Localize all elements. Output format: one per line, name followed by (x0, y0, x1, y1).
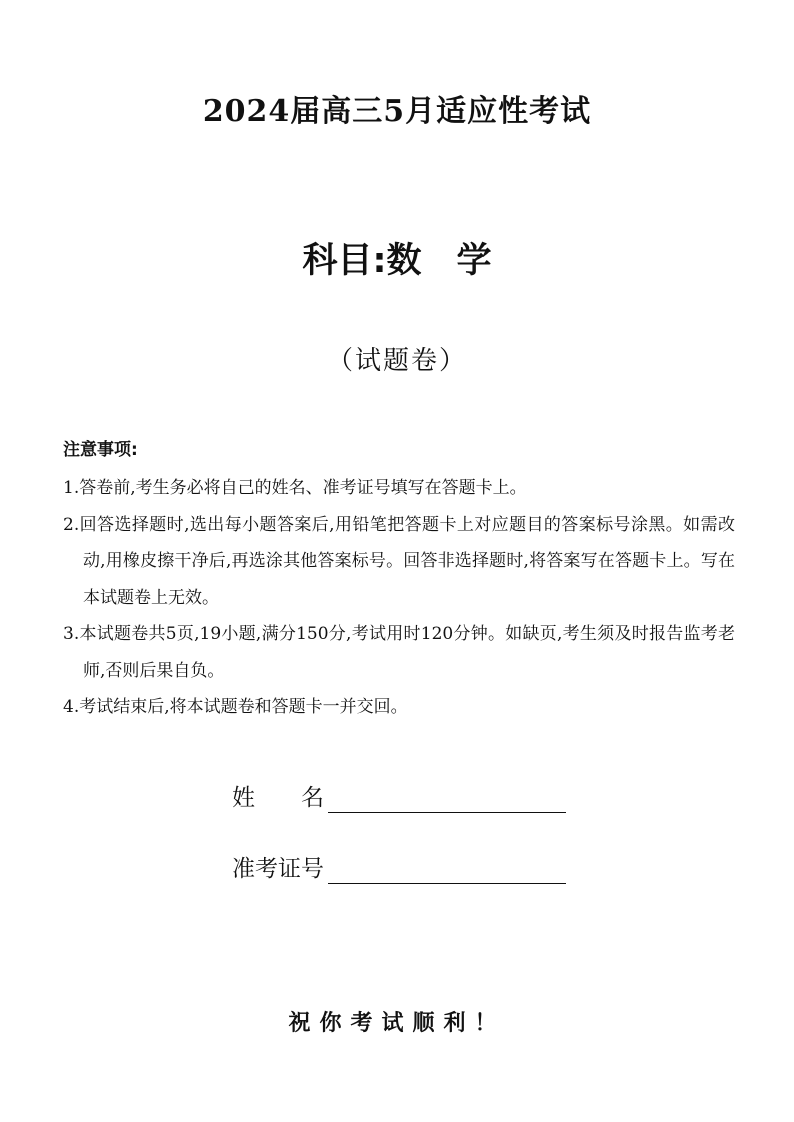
exam-id-underline (328, 883, 566, 884)
notice-item: 3.本试题卷共5页,19小题,满分150分,考试用时120分钟。如缺页,考生须及时报告监考老师,否则后果自负。 (63, 624, 735, 681)
notice-heading: 注意事项: (63, 440, 138, 460)
exam-id-label: 准考证号 (232, 856, 324, 882)
subject-heading: 科目:数 学 (302, 241, 492, 281)
paper-type-label: （试题卷） (326, 346, 467, 376)
notice-item: 1.答卷前,考生务必将自己的姓名、准考证号填写在答题卡上。 (63, 478, 527, 498)
notice-item: 4.考试结束后,将本试题卷和答题卡一并交回。 (63, 697, 408, 717)
name-underline (328, 812, 566, 813)
name-label: 姓 名 (232, 785, 324, 811)
good-luck-message: 祝你考试顺利！ (288, 1010, 506, 1036)
notice-item: 2.回答选择题时,选出每小题答案后,用铅笔把答题卡上对应题目的答案标号涂黑。如需改动,用橡皮擦干净后,再选涂其他答案标号。回答非选择题时,将答案写在答题卡上。写在本试题卷上无效。 (63, 514, 735, 608)
notice-list (63, 470, 735, 726)
exam-title: 2024届高三5月适应性考试 (202, 94, 592, 129)
exam-id-field (232, 853, 572, 887)
name-field (232, 782, 572, 816)
